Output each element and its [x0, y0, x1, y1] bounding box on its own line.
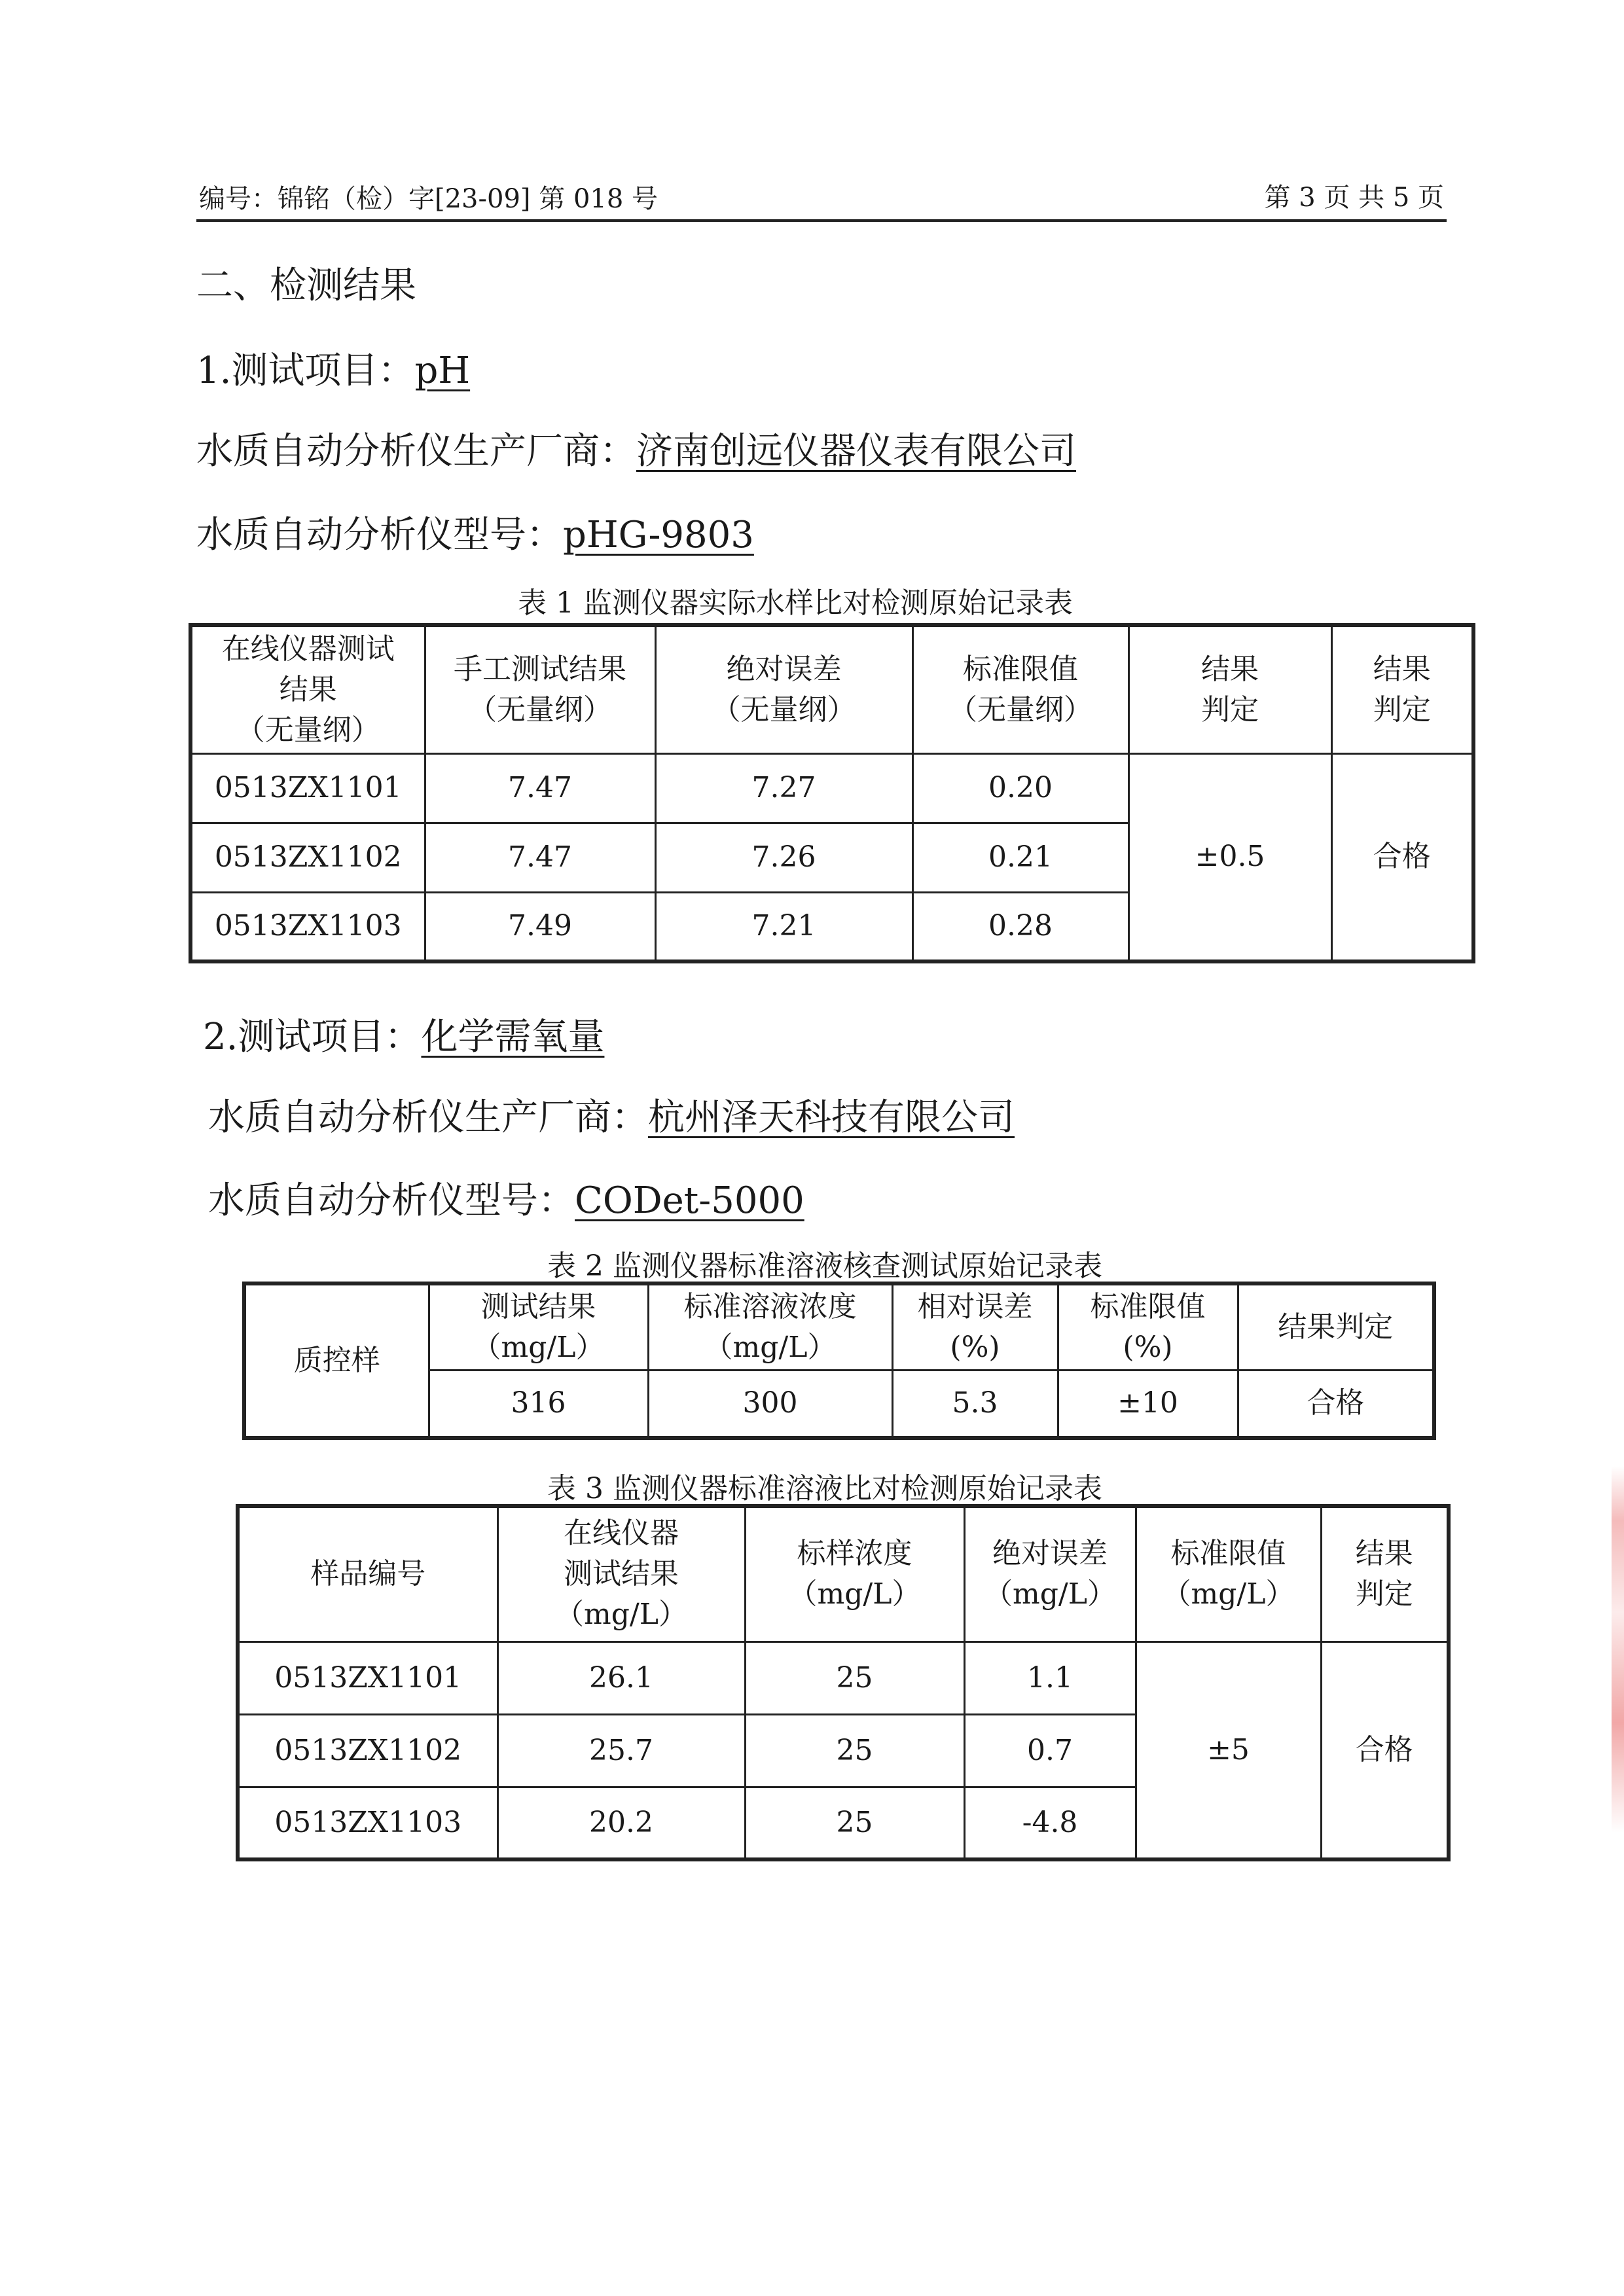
table2-header-cell: 测试结果 （mg/L） — [429, 1283, 648, 1370]
table-cell: 25.7 — [497, 1714, 745, 1787]
table3-header-cell: 标样浓度 （mg/L） — [745, 1506, 964, 1641]
table3-header-cell: 标准限值 （mg/L） — [1136, 1506, 1321, 1641]
manufacturer-label: 水质自动分析仪生产厂商： — [196, 430, 636, 473]
table-cell: 0513ZX1103 — [190, 892, 425, 961]
table-row — [238, 1641, 1449, 1714]
limit-cell: ±0.5 — [1128, 753, 1331, 961]
document-number: 编号：锦铭（检）字[23-09] 第 018 号 — [199, 184, 659, 214]
table-cell: 25 — [745, 1787, 964, 1859]
table1-header-cell: 结果 判定 — [1331, 625, 1473, 753]
page-header — [196, 173, 1447, 222]
table2-header-cell: 标准溶液浓度 （mg/L） — [648, 1283, 892, 1370]
model-value: pHG-9803 — [563, 514, 754, 556]
table-cell: ±10 — [1058, 1370, 1238, 1438]
table-cell: 合格 — [1238, 1370, 1434, 1438]
section-title: 二、检测结果 — [196, 264, 416, 307]
table-cell: 7.49 — [425, 892, 655, 961]
table-row — [190, 753, 1473, 823]
table3-header-cell: 结果 判定 — [1321, 1506, 1449, 1641]
table-cell: 7.27 — [655, 753, 912, 823]
table1-header-cell: 结果 判定 — [1128, 625, 1331, 753]
test-item-label: 1.测试项目： — [196, 350, 415, 392]
table-cell: 316 — [429, 1370, 648, 1438]
table2-caption: 表 2 监测仪器标准溶液核查测试原始记录表 — [547, 1249, 1102, 1283]
table3-caption: 表 3 监测仪器标准溶液比对检测原始记录表 — [547, 1472, 1102, 1505]
table-cell: 0513ZX1102 — [238, 1714, 497, 1787]
table-cell: 0513ZX1101 — [190, 753, 425, 823]
table2-header-cell: 标准限值 (%) — [1058, 1283, 1238, 1370]
test-item-value: pH — [414, 350, 471, 392]
judgement-cell: 合格 — [1331, 753, 1473, 961]
model-1 — [196, 506, 754, 558]
table-cell: 0.21 — [912, 823, 1128, 892]
manufacturer-2 — [208, 1088, 1015, 1141]
table-cell: 7.47 — [425, 753, 655, 823]
table1-header-cell: 手工测试结果 （无量纲） — [425, 625, 655, 753]
table2 — [242, 1282, 1436, 1440]
seal-stamp-edge — [1612, 1466, 1624, 1833]
table-cell: 20.2 — [497, 1787, 745, 1859]
test-item-value: 化学需氧量 — [421, 1016, 605, 1058]
manufacturer-value: 杭州泽天科技有限公司 — [648, 1096, 1015, 1139]
table3-header-cell: 绝对误差 （mg/L） — [964, 1506, 1136, 1641]
table-cell: -4.8 — [964, 1787, 1136, 1859]
table-cell: 26.1 — [497, 1641, 745, 1714]
page-number: 第 3 页 共 5 页 — [1264, 183, 1444, 213]
table1-caption: 表 1 监测仪器实际水样比对检测原始记录表 — [518, 586, 1073, 620]
table3-header-cell: 样品编号 — [238, 1506, 497, 1641]
table3 — [236, 1504, 1451, 1861]
table3-header-cell: 在线仪器 测试结果 （mg/L） — [497, 1506, 745, 1641]
manufacturer-1 — [196, 422, 1076, 475]
table1-header-cell: 标准限值 （无量纲） — [912, 625, 1128, 753]
table-cell: 0513ZX1102 — [190, 823, 425, 892]
test-item-1 — [196, 342, 470, 394]
table3-header-row — [238, 1506, 1449, 1641]
model-value: CODet-5000 — [575, 1179, 804, 1222]
table-cell: 300 — [648, 1370, 892, 1438]
table-cell: 25 — [745, 1714, 964, 1787]
table-cell: 1.1 — [964, 1641, 1136, 1714]
table-cell: 5.3 — [892, 1370, 1058, 1438]
table2-header-row — [244, 1283, 1434, 1370]
table-cell: 0513ZX1101 — [238, 1641, 497, 1714]
table1-header-cell: 在线仪器测试 结果 （无量纲） — [190, 625, 425, 753]
table-cell: 7.21 — [655, 892, 912, 961]
table1-header-row — [190, 625, 1473, 753]
table1-header-cell: 绝对误差 （无量纲） — [655, 625, 912, 753]
manufacturer-label: 水质自动分析仪生产厂商： — [208, 1096, 648, 1139]
test-item-label: 2.测试项目： — [203, 1016, 422, 1058]
table-cell: 25 — [745, 1641, 964, 1714]
table-cell: 0.28 — [912, 892, 1128, 961]
test-item-2 — [203, 1008, 604, 1060]
table2-header-cell: 相对误差 (%) — [892, 1283, 1058, 1370]
table-cell: 7.47 — [425, 823, 655, 892]
table-cell: 0.7 — [964, 1714, 1136, 1787]
model-label: 水质自动分析仪型号： — [196, 514, 563, 556]
limit-cell: ±5 — [1136, 1641, 1321, 1859]
qc-sample-label: 质控样 — [244, 1283, 429, 1438]
judgement-cell: 合格 — [1321, 1641, 1449, 1859]
model-2 — [208, 1172, 804, 1224]
manufacturer-value: 济南创远仪器仪表有限公司 — [636, 430, 1076, 473]
table2-header-cell: 结果判定 — [1238, 1283, 1434, 1370]
model-label: 水质自动分析仪型号： — [208, 1179, 575, 1222]
table-cell: 0513ZX1103 — [238, 1787, 497, 1859]
table-cell: 0.20 — [912, 753, 1128, 823]
table1 — [189, 623, 1475, 963]
table-cell: 7.26 — [655, 823, 912, 892]
